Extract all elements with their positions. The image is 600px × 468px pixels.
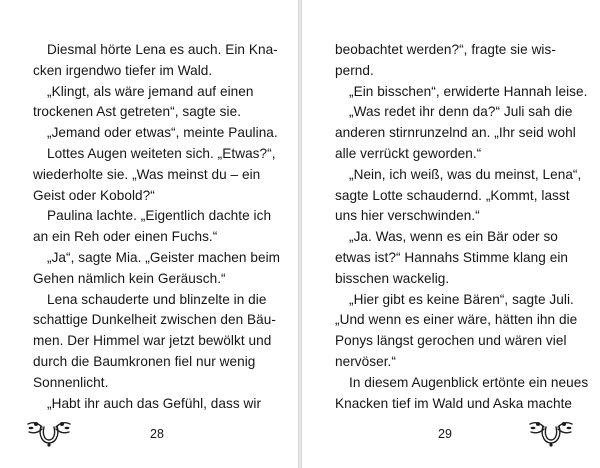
text-line: alle verrückt geworden.“ (335, 145, 482, 161)
text-line: durch die Baumkronen fiel nur wenig (33, 353, 256, 369)
text-line: trockenen Ast getreten“, sagte sie. (33, 104, 242, 120)
text-line: Paulina lachte. „Eigentlich dachte ich (47, 208, 272, 224)
text-line: anderen stirnrunzelnd an. „Ihr seid wohl (335, 125, 576, 141)
left-page (0, 0, 298, 468)
text-line: men. Der Himmel war jetzt bewölkt und (33, 333, 272, 349)
text-line: „Ein bisschen“, erwiderte Hannah leise. (349, 83, 588, 99)
text-line: wiederholte sie. „Was meinst du – ein (33, 166, 261, 182)
text-line: nervöser.“ (335, 353, 396, 369)
horseshoe-flower-icon (528, 412, 574, 448)
text-line: Ponys längst gerochen und wären viel (335, 333, 567, 349)
right-page-text (335, 40, 588, 414)
right-page (302, 0, 600, 468)
text-line: schattige Dunkelheit zwischen den Bäu- (33, 312, 276, 328)
text-line: bisschen wackelig. (335, 270, 450, 286)
text-line: Knacken tief im Wald und Aska machte (335, 395, 573, 411)
text-line: sagte Lotte schaudernd. „Kommt, lasst (335, 187, 570, 203)
left-page-text (33, 40, 280, 414)
text-line: „Klingt, als wäre jemand auf einen (47, 83, 254, 99)
text-line: Lena schauderte und blinzelte in die (47, 291, 267, 307)
text-line: „Jemand oder etwas“, meinte Paulina. (47, 125, 278, 141)
text-line: etwas ist?“ Hannahs Stimme klang ein (335, 249, 568, 265)
text-line: Lottes Augen weiteten sich. „Etwas?“, (47, 145, 276, 161)
text-line: beobachtet werden?“, fragte sie wis- (335, 42, 556, 57)
text-line: „Hier gibt es keine Bären“, sagte Juli. (349, 291, 574, 307)
text-line: Sonnenlicht. (33, 374, 109, 390)
page-number: 28 (150, 427, 164, 441)
text-line: „Ja“, sagte Mia. „Geister machen beim (47, 249, 281, 265)
page-number: 29 (438, 427, 452, 441)
horseshoe-flower-icon (26, 412, 72, 448)
text-line: „Habt ihr auch das Gefühl, dass wir (47, 395, 262, 411)
text-line: an ein Reh oder einen Fuchs.“ (33, 229, 218, 245)
text-line: Geist oder Kobold?“ (33, 187, 155, 203)
text-line: cken irgendwo tiefer im Wald. (33, 62, 213, 78)
text-line: pernd. (335, 62, 374, 78)
text-line: In diesem Augenblick ertönte ein neues (349, 374, 589, 390)
text-line: „Was redet ihr denn da?“ Juli sah die (349, 104, 573, 120)
text-line: Gehen nämlich kein Geräusch.“ (33, 270, 226, 286)
text-line: „Und wenn es einer wäre, hätten ihn die (335, 312, 578, 328)
text-line: „Ja. Was, wenn es ein Bär oder so (349, 229, 558, 245)
text-line: Diesmal hörte Lena es auch. Ein Kna- (47, 42, 278, 57)
text-line: „Nein, ich weiß, was du meinst, Lena“, (349, 166, 582, 182)
text-line: uns hier verschwinden.“ (335, 208, 480, 224)
